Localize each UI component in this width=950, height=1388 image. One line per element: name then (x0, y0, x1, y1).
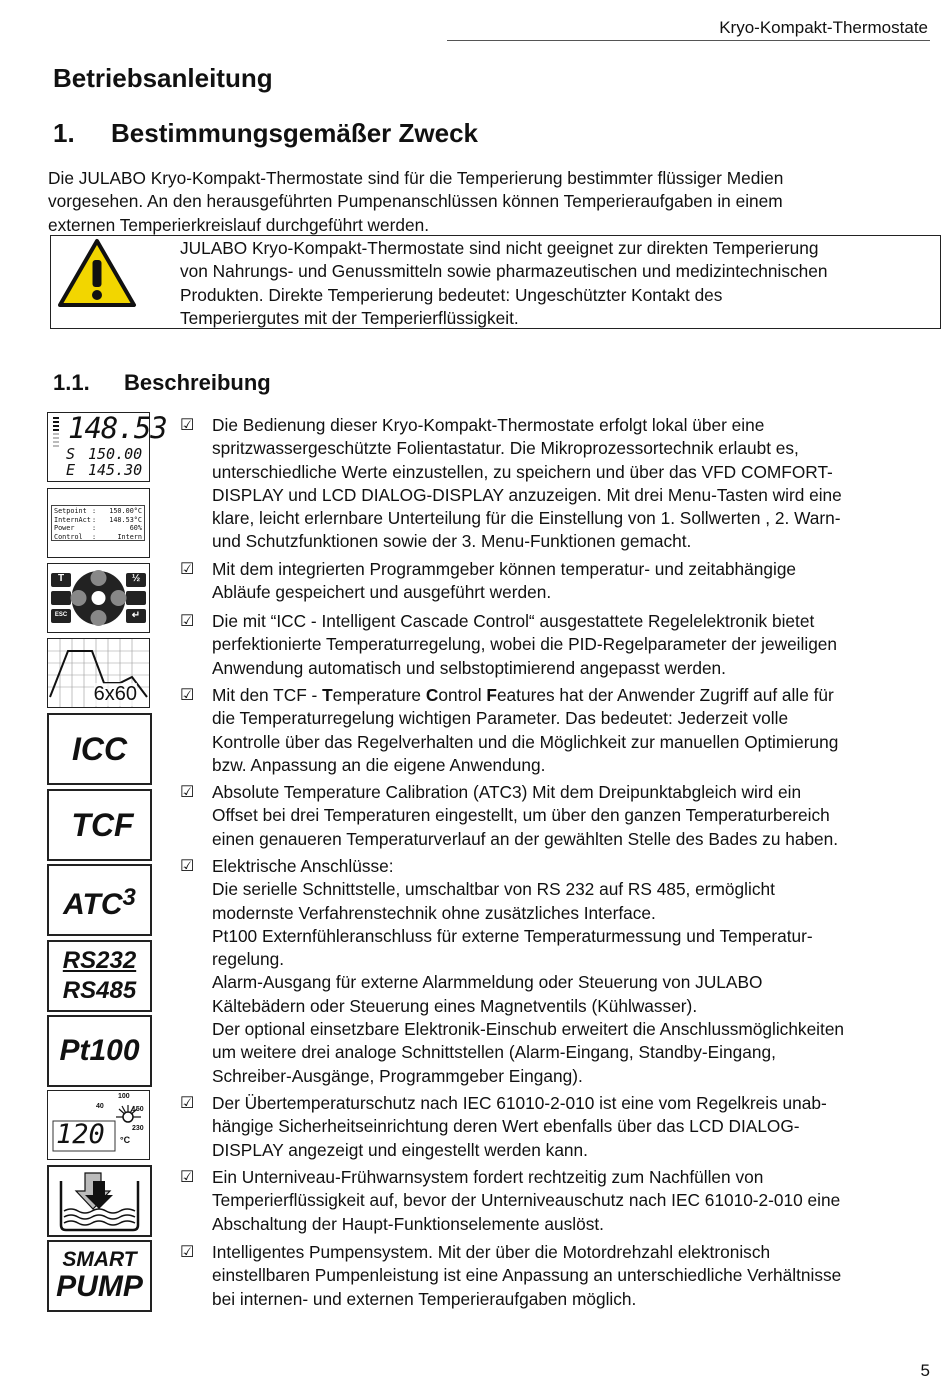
keypad-key-t: T (57, 573, 65, 584)
text-line: Der optional einsetzbare Elektronik-Einschub erweitert die Anschlussmöglichkeiten (212, 1019, 845, 1040)
text-line: einen genaueren Temperaturverlauf an der gewählten Stelle des Bades zu haben. (212, 828, 839, 849)
atc3-icon (47, 864, 152, 936)
bullet-text-operation (212, 414, 927, 554)
text-line: Die mit “ICC - Intelligent Cascade Control“ ausgestattete Regelelektronik bietet (212, 611, 815, 631)
checkbox-icon: ☑ (180, 417, 195, 434)
vfd-display-icon (47, 411, 167, 482)
text-line: die Temperaturregelung wichtigen Parameter. Das bedeutet: Jederzeit volle (212, 708, 789, 729)
checkbox-icon: ☑ (180, 561, 195, 578)
pt100-icon (47, 1015, 152, 1087)
text-line: um weitere drei analoge Schnittstellen (Alarm-Eingang, Standby-Eingang, (212, 1042, 776, 1063)
checkbox-icon: ☑ (180, 1095, 195, 1112)
keypad-key-half: ½ (131, 573, 141, 584)
warning-line: Temperiergutes mit der Temperierflüssigkeit. (180, 307, 519, 328)
pt100-label: Pt100 (59, 1034, 140, 1067)
atc-label (49, 884, 150, 922)
page-number: 5 (920, 1361, 930, 1380)
document-title: Betriebsanleitung (53, 63, 273, 93)
bullet-text-programmer (212, 558, 927, 605)
text-line: bzw. Anpassung an die eigene Anwendung. (212, 754, 546, 775)
vfd-s-label: S (66, 445, 76, 463)
text-line: Kontrolle über das Regelverhalten und die Möglichkeit zur manuellen Optimierung (212, 731, 839, 752)
dial-mark-150: 150 (132, 1106, 144, 1113)
header-rule (447, 40, 930, 41)
bullet-text-overtemp (212, 1092, 927, 1162)
keypad-icon (47, 563, 150, 633)
overtemp-value: 120 (56, 1119, 105, 1150)
text-line: Mit den TCF - Temperature Control Features hat der Anwender Zugriff auf alle für (212, 685, 834, 705)
rs232-rs485-icon (47, 940, 152, 1012)
pump-label: PUMP (56, 1270, 143, 1303)
overtemp-unit: °C (120, 1135, 131, 1145)
text-line: Absolute Temperature Calibration (ATC3) Mit dem Dreipunktabgleich wird ein (212, 782, 802, 802)
bullet-text-low-level (212, 1166, 927, 1236)
programmer-icon (47, 638, 150, 708)
rs485-label: RS485 (62, 977, 137, 1004)
intro-line: externen Temperierkreislauf durchgeführt werden. (48, 214, 430, 235)
dial-mark-100: 100 (118, 1093, 130, 1100)
text-line: unterschiedliche Werte einzustellen, zu speichern und über das VFD COMFORT- (212, 461, 833, 482)
warning-line: JULABO Kryo-Kompakt-Thermostate sind nicht geeignet zur direkten Temperierung (180, 238, 819, 258)
lcd-display-icon (47, 488, 150, 558)
text-line: bei internen- und externen Temperieraufgaben möglich. (212, 1288, 637, 1309)
text-line: Abschaltung der Haupt-Funktionselemente auslöst. (212, 1213, 604, 1234)
bullet-text-connections (212, 855, 927, 1088)
intro-line: Die JULABO Kryo-Kompakt-Thermostate sind für die Temperierung bestimmter flüssiger Medien (48, 168, 784, 188)
section-1-intro (48, 167, 938, 237)
text-line: perfektionierte Temperaturregelung, wobei die PID-Regelparameter der jeweiligen (212, 634, 838, 655)
warning-text (180, 237, 930, 330)
checkbox-icon: ☑ (180, 784, 195, 801)
vfd-e-value: 145.30 (88, 461, 143, 479)
checkbox-icon: ☑ (180, 1244, 195, 1261)
text-line: Mit dem integrierten Programmgeber können temperatur- und zeitabhängige (212, 559, 797, 579)
text-line: hängige Sicherheitseinrichtung deren Wert ebenfalls über das LCD DIALOG- (212, 1116, 800, 1137)
keypad-key-esc: ESC (54, 612, 68, 618)
text-line: Temperierflüssigkeit auf, bevor der Unterniveauschutz nach IEC 61010-2-010 eine (212, 1190, 841, 1211)
atc-base: ATC (63, 888, 123, 921)
text-line: Abläufe gespeichert und ausgeführt werden. (212, 582, 552, 603)
warning-line: Produkten. Direkte Temperierung bedeutet: Ungeschützter Kontakt des (180, 284, 723, 305)
text-line: DISPLAY angezeigt und eingestellt werden kann. (212, 1139, 588, 1160)
vfd-main-value: 148.53 (68, 411, 167, 445)
checkbox-icon: ☑ (180, 613, 195, 630)
atc-superscript: 3 (122, 884, 136, 911)
text-line: und Schutzfunktionen sowie der 3. Menu-Funktionen gemacht. (212, 531, 692, 552)
intro-line: vorgesehen. An den herausgeführten Pumpenanschlüssen können Temperieraufgaben in einem (48, 191, 783, 212)
vfd-level-bars (53, 417, 59, 447)
bullet-text-icc (212, 610, 927, 680)
lcd-screen (51, 505, 145, 541)
smart-pump-icon (47, 1240, 152, 1312)
tcf-label: TCF (71, 807, 134, 843)
text-line: klare, leicht erlernbare Unterteilung für die Einstellung von 1. Sollwerten , 2. Warn- (212, 508, 841, 529)
tank-graphic (49, 1167, 150, 1235)
text-line: Offset bei drei Temperaturen eingestellt, um über den ganzen Temperaturbereich (212, 805, 830, 826)
warning-box (50, 235, 941, 329)
lcd-row: Setpoint : 150.00°C (54, 507, 142, 515)
section-1-1-number: 1.1. (53, 370, 90, 395)
bullet-text-pump (212, 1241, 927, 1311)
keypad-key-enter: ↵ (131, 610, 141, 621)
text-line: Elektrische Anschlüsse: (212, 856, 394, 876)
text-line: modernste Verfahrenstechnik ohne zusätzliches Interface. (212, 902, 656, 923)
checkbox-icon: ☑ (180, 858, 195, 875)
text-line: Anwendung automatisch und selbstoptimierend angepasst werden. (212, 657, 726, 678)
lcd-row: InternAct : 148.53°C (54, 515, 142, 524)
text-line: Schreiber-Ausgänge, Programmgeber Eingang). (212, 1065, 583, 1086)
section-1-number: 1. (53, 118, 75, 148)
text-line: spritzwassergeschützte Folientastatur. Die Mikroprozessortechnik erlaubt es, (212, 438, 799, 459)
icc-icon (47, 713, 152, 785)
checkbox-icon: ☑ (180, 1169, 195, 1186)
text-line: Alarm-Ausgang für externe Alarmmeldung oder Steuerung von JULABO (212, 972, 763, 993)
program-label: 6x60 (93, 683, 137, 705)
lcd-row: Power : 60% (54, 524, 142, 533)
dial-mark-40: 40 (96, 1103, 104, 1110)
lcd-row: Control : Intern (54, 532, 142, 541)
overtemp-dial-icon (47, 1090, 150, 1160)
section-1-1-title: Beschreibung (124, 370, 271, 395)
text-line: DISPLAY und LCD DIALOG-DISPLAY anzuzeigen. Mit drei Menu-Tasten wird eine (212, 484, 842, 505)
vfd-e-label: E (66, 461, 76, 479)
text-line: Ein Unterniveau-Frühwarnsystem fordert rechtzeitig zum Nachfüllen von (212, 1167, 764, 1187)
section-1-title: Bestimmungsgemäßer Zweck (111, 118, 479, 148)
text-line: Intelligentes Pumpensystem. Mit der über die Motordrehzahl elektronisch (212, 1242, 771, 1262)
text-line: Die Bedienung dieser Kryo-Kompakt-Thermostate erfolgt lokal über eine (212, 415, 765, 435)
low-level-icon (47, 1165, 152, 1237)
bullet-text-atc (212, 781, 927, 851)
text-line: regelung. (212, 949, 285, 970)
bullet-text-tcf (212, 684, 927, 777)
text-line: Die serielle Schnittstelle, umschaltbar von RS 232 auf RS 485, ermöglicht (212, 879, 775, 900)
text-line: einstellbaren Pumpenleistung ist eine Anpassung an unterschiedliche Verhältnisse (212, 1265, 842, 1286)
text-line: Pt100 Externfühleranschluss für externe Temperaturmessung und Temperatur- (212, 925, 813, 946)
rs232-label: RS232 (62, 947, 137, 974)
text-line: Der Übertemperaturschutz nach IEC 61010-2-010 ist eine vom Regelkreis unab- (212, 1093, 827, 1113)
icc-label: ICC (71, 731, 128, 767)
smart-label: SMART (62, 1248, 137, 1271)
dial-mark-230: 230 (132, 1125, 144, 1132)
warning-triangle-icon (57, 238, 137, 308)
running-header: Kryo-Kompakt-Thermostate (719, 18, 928, 37)
text-line: Kältebädern oder Steuerung eines Magnetventils (Kühlwasser). (212, 995, 698, 1016)
warning-line: von Nahrungs- und Genussmitteln sowie pharmazeutischen und medizintechnischen (180, 261, 828, 282)
checkbox-icon: ☑ (180, 687, 195, 704)
tcf-icon (47, 789, 152, 861)
vfd-s-value: 150.00 (88, 445, 143, 463)
